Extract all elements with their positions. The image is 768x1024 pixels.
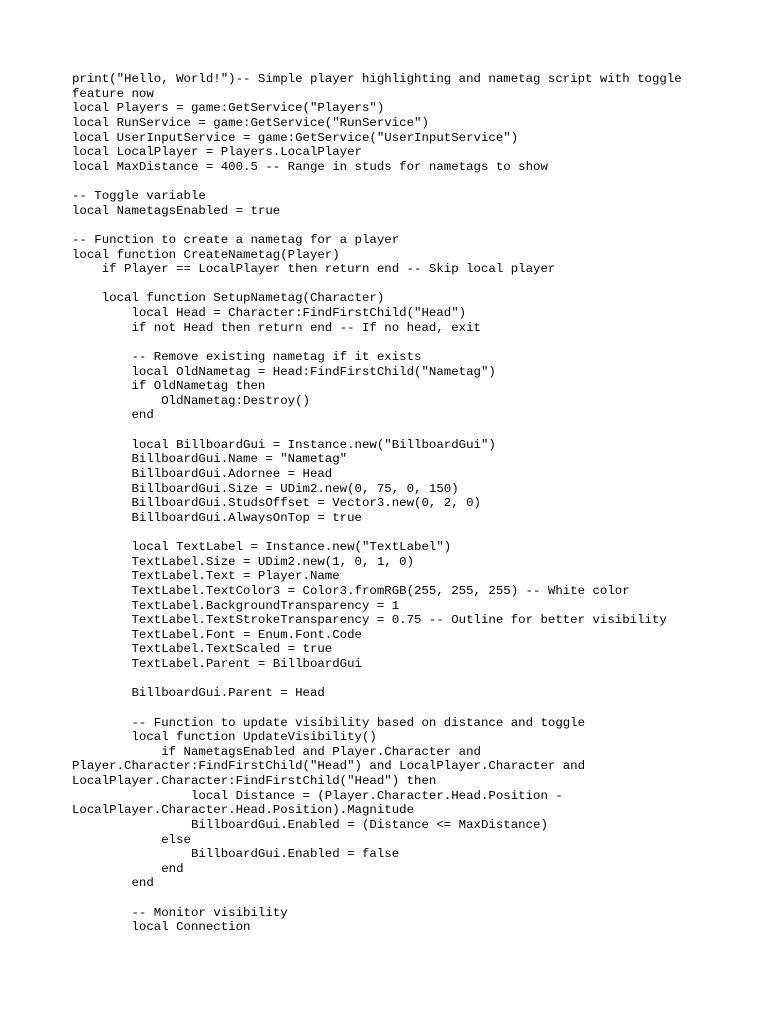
code-line: -- Function to create a nametag for a player <box>72 232 400 247</box>
code-line: TextLabel.TextStrokeTransparency = 0.75 -- Outline for better visibility <box>72 613 667 628</box>
code-line <box>72 218 712 233</box>
code-line: if NametagsEnabled and Player.Character and <box>72 744 481 759</box>
code-line <box>72 701 712 716</box>
code-line: local Distance = (Player.Character.Head.Position - <box>72 788 563 803</box>
code-line: BillboardGui.AlwaysOnTop = true <box>72 510 362 525</box>
code-document <box>72 72 712 935</box>
code-line: LocalPlayer.Character.Head.Position).Magnitude <box>72 803 415 818</box>
code-line <box>72 423 712 438</box>
code-line: BillboardGui.StudsOffset = Vector3.new(0, 2, 0) <box>72 496 481 511</box>
code-line: BillboardGui.Name = "Nametag" <box>72 452 348 467</box>
code-line: BillboardGui.Enabled = (Distance <= MaxDistance) <box>72 817 548 832</box>
code-line: local MaxDistance = 400.5 -- Range in studs for nametags to show <box>72 159 548 174</box>
code-line: local OldNametag = Head:FindFirstChild("Nametag") <box>72 364 496 379</box>
code-line: local RunService = game:GetService("RunService") <box>72 115 429 130</box>
code-line <box>72 277 712 292</box>
code-line: local BillboardGui = Instance.new("BillboardGui") <box>72 437 496 452</box>
code-line: local function CreateNametag(Player) <box>72 247 340 262</box>
code-line: TextLabel.Size = UDim2.new(1, 0, 1, 0) <box>72 554 415 569</box>
code-line: local NametagsEnabled = true <box>72 203 281 218</box>
code-line: if OldNametag then <box>72 379 266 394</box>
code-line: TextLabel.Parent = BillboardGui <box>72 657 362 671</box>
code-line: OldNametag:Destroy() <box>72 393 310 408</box>
code-line: BillboardGui.Size = UDim2.new(0, 75, 0, 150) <box>72 481 459 496</box>
code-line: end <box>72 876 154 891</box>
code-line: BillboardGui.Parent = Head <box>72 686 325 701</box>
code-line: feature now <box>72 86 154 101</box>
code-line: -- Toggle variable <box>72 189 206 203</box>
code-line <box>72 525 712 540</box>
code-line: TextLabel.Font = Enum.Font.Code <box>72 627 362 642</box>
code-line: BillboardGui.Enabled = false <box>72 847 400 862</box>
code-line: local Head = Character:FindFirstChild("Head") <box>72 306 467 320</box>
code-line <box>72 672 712 687</box>
code-line: -- Monitor visibility <box>72 905 288 920</box>
code-line: if Player == LocalPlayer then return end -- Skip local player <box>72 262 556 277</box>
code-line: local UserInputService = game:GetService("UserInputService") <box>72 130 519 145</box>
code-line: local LocalPlayer = Players.LocalPlayer <box>72 145 362 160</box>
code-line: end <box>72 408 154 423</box>
code-line <box>72 174 712 189</box>
code-line: -- Remove existing nametag if it exists <box>72 349 422 364</box>
code-line: local function SetupNametag(Character) <box>72 291 385 306</box>
code-line: if not Head then return end -- If no head, exit <box>72 320 481 335</box>
code-line: TextLabel.Text = Player.Name <box>72 569 340 584</box>
code-line: TextLabel.BackgroundTransparency = 1 <box>72 598 400 613</box>
code-line: TextLabel.TextScaled = true <box>72 642 333 657</box>
code-line: -- Function to update visibility based on distance and toggle <box>72 715 586 730</box>
code-line: end <box>72 861 184 876</box>
code-line: local Connection <box>72 920 251 935</box>
code-line: local function UpdateVisibility() <box>72 730 377 745</box>
code-line: local Players = game:GetService("Players") <box>72 101 385 116</box>
code-line: LocalPlayer.Character:FindFirstChild("Head") then <box>72 774 437 788</box>
code-line: Player.Character:FindFirstChild("Head") and LocalPlayer.Character and <box>72 759 586 774</box>
code-line <box>72 335 712 350</box>
code-line: print("Hello, World!")-- Simple player highlighting and nametag script with toggle <box>72 72 682 86</box>
code-line: TextLabel.TextColor3 = Color3.fromRGB(255, 255, 255) -- White color <box>72 583 630 598</box>
code-line <box>72 891 712 906</box>
code-line: local TextLabel = Instance.new("TextLabel") <box>72 540 452 554</box>
code-line: else <box>72 832 191 847</box>
code-line: BillboardGui.Adornee = Head <box>72 466 333 481</box>
